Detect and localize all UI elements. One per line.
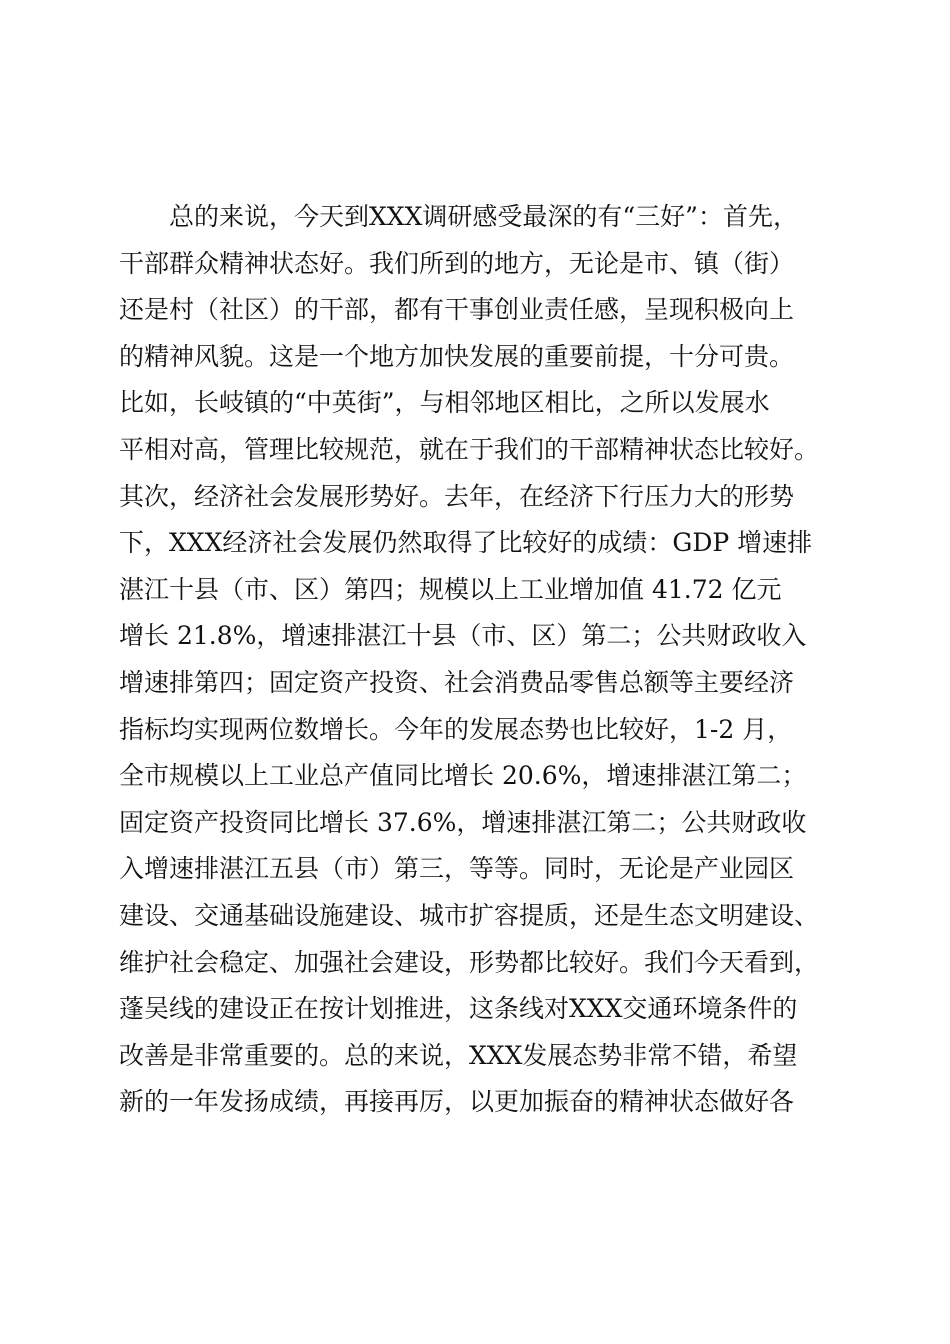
text-line: 比如，长岐镇的“中英街”，与相邻地区相比，之所以发展水 <box>119 388 770 418</box>
body-paragraph <box>119 194 839 1126</box>
text-line: 湛江十县（市、区）第四；规模以上工业增加值 41.72 亿元 <box>119 574 782 604</box>
text-line: 总的来说，今天到XXX调研感受最深的有“三好”：首先， <box>169 202 798 231</box>
text-line: 还是村（社区）的干部，都有干事创业责任感，呈现积极向上 <box>119 295 795 325</box>
text-line: 干部群众精神状态好。我们所到的地方，无论是市、镇（街） <box>119 248 795 278</box>
text-line: 维护社会稳定、加强社会建设，形势都比较好。我们今天看到， <box>119 947 820 977</box>
text-line: 的精神风貌。这是一个地方加快发展的重要前提，十分可贵。 <box>119 341 795 371</box>
text-line: 改善是非常重要的。总的来说，XXX发展态势非常不错，希望 <box>119 1040 798 1070</box>
text-line: 入增速排湛江五县（市）第三，等等。同时，无论是产业园区 <box>119 854 795 884</box>
text-line: 全市规模以上工业总产值同比增长 20.6%，增速排湛江第二； <box>119 761 807 791</box>
text-line: 蓬吴线的建设正在按计划推进，这条线对XXX交通环境条件的 <box>119 994 798 1024</box>
text-line: 固定资产投资同比增长 37.6%，增速排湛江第二；公共财政收 <box>119 807 807 837</box>
text-line: 指标均实现两位数增长。今年的发展态势也比较好，1-2 月， <box>119 714 793 744</box>
text-line: 增速排第四；固定资产投资、社会消费品零售总额等主要经济 <box>119 667 795 697</box>
text-line: 建设、交通基础设施建设、城市扩容提质，还是生态文明建设、 <box>119 900 820 930</box>
text-line: 新的一年发扬成绩，再接再厉，以更加振奋的精神状态做好各 <box>119 1087 795 1117</box>
text-line: 下，XXX经济社会发展仍然取得了比较好的成绩：GDP 增速排 <box>119 528 813 558</box>
text-line: 平相对高，管理比较规范，就在于我们的干部精神状态比较好。 <box>119 434 820 464</box>
text-line: 增长 21.8%，增速排湛江十县（市、区）第二；公共财政收入 <box>119 621 807 651</box>
text-line: 其次，经济社会发展形势好。去年，在经济下行压力大的形势 <box>119 481 795 511</box>
